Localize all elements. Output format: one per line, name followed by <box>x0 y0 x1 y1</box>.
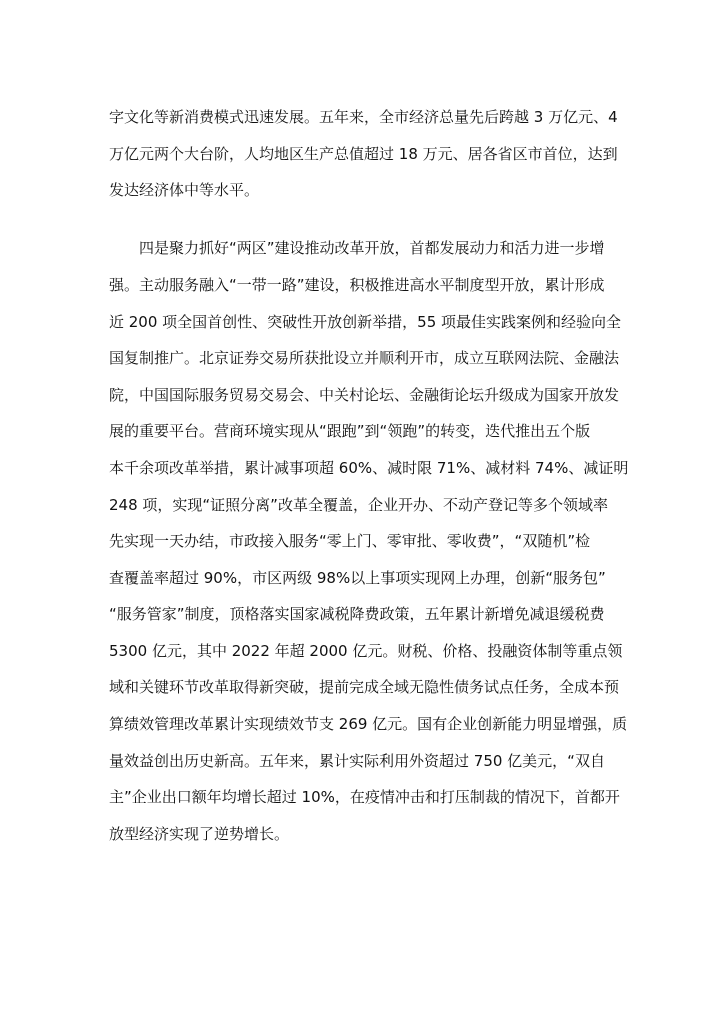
paragraph-2-line-17: 放型经济实现了逆势增长。 <box>109 825 290 843</box>
paragraph-2-line-13: 域和关键环节改革取得新突破，提前完成全域无隐性债务试点任务，全成本预 <box>109 678 620 696</box>
paragraph-2-line-14: 算绩效管理改革累计实现绩效节支 269 亿元。国有企业创新能力明显增强，质 <box>109 715 628 733</box>
paragraph-2-line-3: 近 200 项全国首创性、突破性开放创新举措，55 项最佳实践案例和经验向全 <box>109 313 622 331</box>
paragraph-2-line-1: 四是聚力抓好“两区”建设推动改革开放，首都发展动力和活力进一步增 <box>139 239 605 257</box>
paragraph-2-line-5: 院，中国国际服务贸易交易会、中关村论坛、金融街论坛升级成为国家开放发 <box>109 386 620 404</box>
paragraph-2-line-10: 查覆盖率超过 90%，市区两级 98%以上事项实现网上办理，创新“服务包” <box>109 569 606 587</box>
paragraph-2-line-16: 主”企业出口额年均增长超过 10%，在疫情冲击和打压制裁的情况下，首都开 <box>109 788 620 806</box>
paragraph-1-line-2: 万亿元两个大台阶，人均地区生产总值超过 18 万元、居各省区市首位，达到 <box>109 145 618 163</box>
paragraph-2-line-15: 量效益创出历史新高。五年来，累计实际利用外资超过 750 亿美元，“双自 <box>109 752 605 770</box>
paragraph-1-line-3: 发达经济体中等水平。 <box>109 181 260 199</box>
paragraph-2-line-7: 本千余项改革举措，累计减事项超 60%、减时限 71%、减材料 74%、减证明 <box>109 459 629 477</box>
paragraph-2-line-6: 展的重要平台。营商环境实现从“跟跑”到“领跑”的转变，迭代推出五个版 <box>109 422 591 440</box>
paragraph-2-line-8: 248 项，实现“证照分离”改革全覆盖，企业开办、不动产登记等多个领域率 <box>109 496 608 514</box>
paragraph-2-line-11: “服务管家”制度，顶格落实国家减税降费政策，五年累计新增免减退缓税费 <box>109 605 605 623</box>
paragraph-1-line-1: 字文化等新消费模式迅速发展。五年来，全市经济总量先后跨越 3 万亿元、4 <box>109 108 618 126</box>
paragraph-2-line-9: 先实现一天办结，市政接入服务“零上门、零审批、零收费”，“双随机”检 <box>109 532 591 550</box>
paragraph-2-line-12: 5300 亿元，其中 2022 年超 2000 亿元。财税、价格、投融资体制等重点领 <box>109 642 623 660</box>
paragraph-2-line-2: 强。主动服务融入“一带一路”建设，积极推进高水平制度型开放，累计形成 <box>109 276 605 294</box>
paragraph-2-line-4: 国复制推广。北京证券交易所获批设立并顺利开市，成立互联网法院、金融法 <box>109 349 620 367</box>
